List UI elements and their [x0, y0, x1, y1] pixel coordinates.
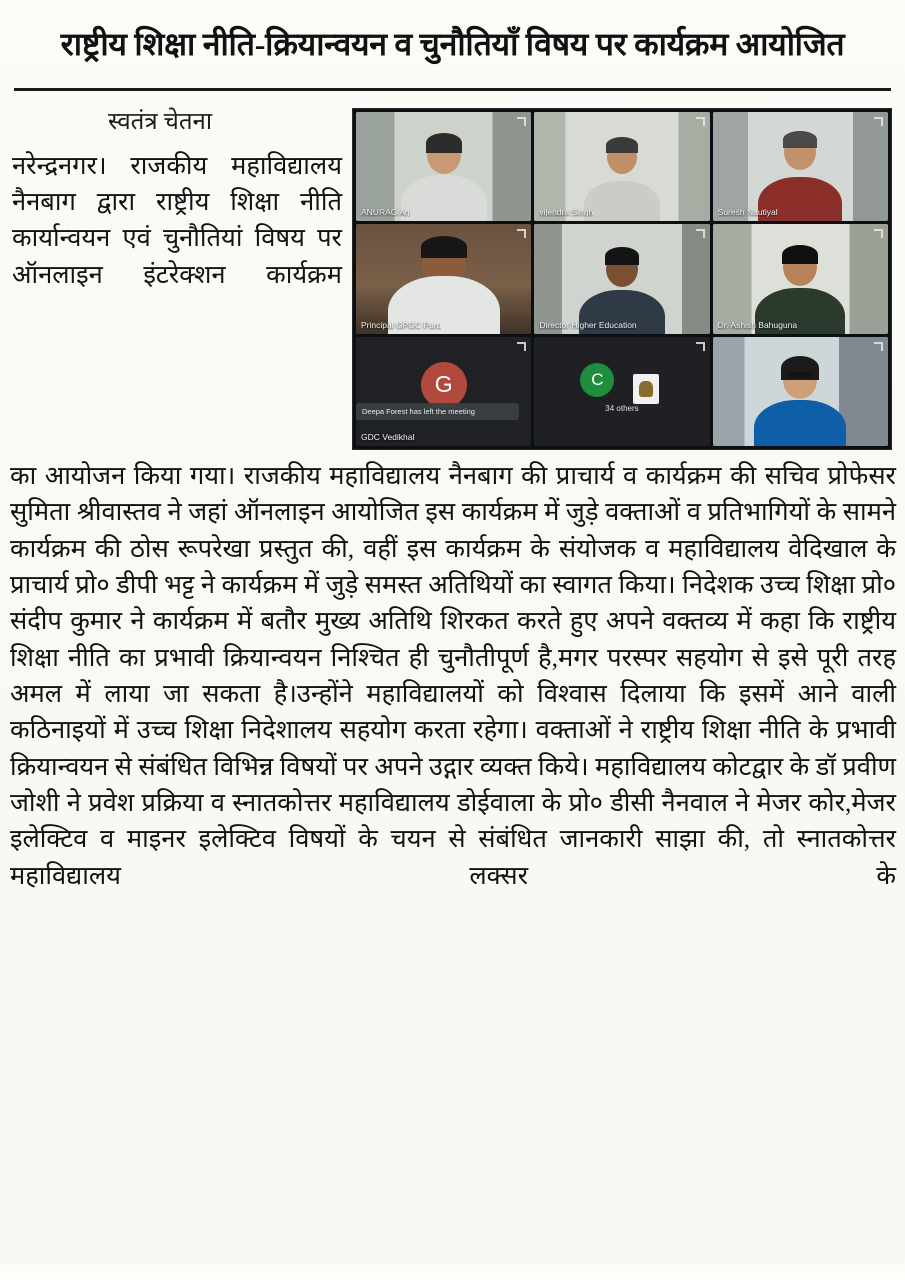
video-tile — [713, 112, 888, 221]
article-photo — [352, 108, 892, 450]
headline-divider — [14, 88, 891, 91]
participant-name: vijendra Singh — [539, 207, 594, 218]
lead-paragraph: नरेन्द्रनगर। राजकीय महाविद्यालय नैनबाग द्वारा राष्ट्रीय शिक्षा नीति कार्यान्वयन एवं चुनौतियां विषय पर ऑनलाइन इंटरेक्शन कार्यक्रम — [12, 151, 342, 289]
pin-corner-icon — [696, 117, 705, 126]
pin-corner-icon — [874, 117, 883, 126]
video-tile — [534, 224, 709, 333]
video-tile — [713, 224, 888, 333]
participant-name: Suresh Nautiyal — [717, 207, 778, 218]
participant-name: Principal GPGC Puru — [361, 319, 442, 330]
pin-corner-icon — [874, 229, 883, 238]
page-title: राष्ट्रीय शिक्षा नीति-क्रियान्वयन व चुनौतियाँ विषय पर कार्यक्रम आयोजित — [60, 26, 845, 62]
video-tile — [356, 224, 531, 333]
others-count-label: 34 others — [605, 404, 639, 414]
meeting-toast: Deepa Forest has left the meeting — [356, 403, 519, 420]
others-tile — [534, 337, 709, 446]
byline: स्वतंत्र चेतना — [108, 109, 213, 135]
participant-name: ANURAG Ag — [361, 207, 410, 218]
pin-corner-icon — [696, 229, 705, 238]
participant-name: Dr. Ashish Bahuguna — [717, 319, 798, 330]
avatar: C — [580, 363, 614, 397]
pin-corner-icon — [696, 342, 705, 351]
avatar: G — [421, 362, 467, 408]
participant-name: GDC Vedikhal — [361, 432, 415, 442]
pin-corner-icon — [517, 117, 526, 126]
page-bottom-fade — [0, 1256, 905, 1280]
video-tile — [356, 112, 531, 221]
emblem-icon — [633, 374, 659, 404]
video-tile — [534, 112, 709, 221]
pin-corner-icon — [517, 342, 526, 351]
pin-corner-icon — [874, 342, 883, 351]
body-paragraph: का आयोजन किया गया। राजकीय महाविद्यालय नैनबाग की प्राचार्य व कार्यक्रम की सचिव प्रोफेसर सुमिता श्रीवास्तव ने जहां ऑनलाइन आयोजित इस कार्यक्रम में जुड़े वक्ताओं व प्रतिभागियों के सामने कार्यक्रम की ठोस रूपरेखा प्रस्तुत की, वहीं इस कार्यक्रम के संयोजक व महाविद्यालय वेदिखाल के प्राचार्य प्रो० डीपी भट्ट ने कार्यक्रम में जुड़े समस्त अतिथियों का स्वागत किया। निदेशक उच्च शिक्षा प्रो० संदीप कुमार ने कार्यक्रम में बतौर मुख्य अतिथि शिरकत करते हुए अपने वक्तव्य में कहा कि राष्ट्रीय शिक्षा नीति का प्रभावी क्रियान्वयन निश्चित ही चुनौतीपूर्ण है,मगर परस्पर सहयोग से इसे पूरी तरह अमल में लाया जा सकता है।उन्होंने महाविद्यालयों को विश्वास दिलाया कि इसमें आने वाली कठिनाइयों में उच्च शिक्षा निदेशालय सहयोग करता रहेगा। वक्ताओं ने राष्ट्रीय शिक्षा नीति के प्रभावी क्रियान्वयन से संबंधित विभिन्न विषयों पर अपने उद्गार व्यक्त किये। महाविद्यालय कोटद्वार के डॉ प्रवीण जोशी ने प्रवेश प्रक्रिया व स्नातकोत्तर महाविद्यालय डोईवाला के प्रो० डीसी नैनवाल ने मेजर कोर,मेजर इलेक्टिव व माइनर इलेक्टिव विषयों के चयन से संबंधित जानकारी साझा की, तो स्नातकोत्तर महाविद्यालय लक्सर के — [10, 461, 896, 890]
video-call-grid — [353, 109, 891, 449]
avatar-tile — [356, 337, 531, 446]
pin-corner-icon — [517, 229, 526, 238]
participant-name: Director Higher Education — [539, 319, 637, 330]
video-tile — [713, 337, 888, 446]
article-body — [10, 458, 896, 894]
